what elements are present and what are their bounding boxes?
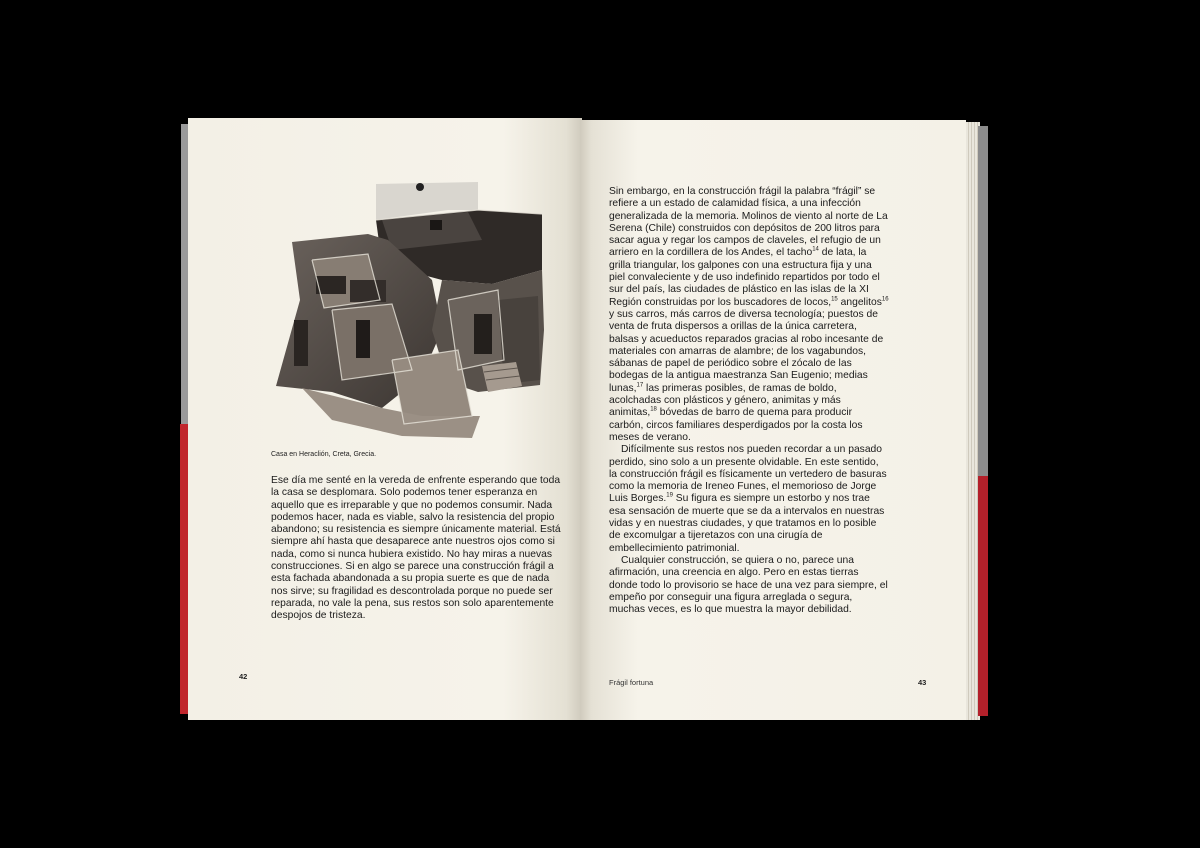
footnote-ref: 17 [636, 382, 644, 389]
photo-caption: Casa en Heraclión, Creta, Grecia. [271, 451, 377, 458]
page-number-right: 43 [918, 678, 927, 687]
paragraph-1: Sin embargo, en la construcción frágil la palabra “frágil” se refiere a un estado de calamidad física, a una infección generalizada de la memoria. Molinos de viento al norte de La Serena (Chile) construidos con depósitos de 200 litros para sacar agua y regar los campos de claveles, el refugio de un arriero en la cordillera de los Andes, el tacho$^{14}$ de lata, la grilla triangular, los galpones con una estructura fija y una piel convaleciente y de uso indefinido repartidos por todo el sur del país, las ciudades de plástico en las islas de la XI Región construidas por los buscadores de locos,$^{15}$ angelitos$^{16}$ y sus carros, más carros de diversa tecnología; puestos de venta de fruta dispersos a orillas de la única carretera, balsas y acueductos reparados gracias al robo incesante de materiales con amarras de alambre; de los vagabundos, sábanas de papel de periódico sobre el zócalo de las bodegas de la antigua maestranza San Eugenio; medias lunas,$^{17}$ las primeras posibles, de ramas de boldo, acolchadas con plásticos y género, animitas y más animitas,$^{18}$ bóvedas de barro de quema para producir carbón, circos familiares desperdigados por la costa los meses de verano. [609, 186, 889, 443]
book-edge-red-right [978, 476, 988, 716]
footnote-ref: 15 [831, 296, 838, 303]
paragraph: Ese día me senté en la vereda de enfrente esperando que toda la casa se desplomara. Solo podemos tener esperanza en aquello que es irreparable y que no podemos consumir. Nada podemos hacer, nada es viable, salvo la resistencia del propio abandono; su resistencia es siempre únicamente material. Está siempre ahí hasta que desaparece ante nuestros ojos como si nada, como si nunca hubiera existido. No hay miras a nuevas construcciones. Si en algo se parece una construcción frágil a esta fachada abandonada a su propia suerte es que de nada nos sirve; su fragilidad es descontrolada porque no puede ser reparada, no vale la pena, sus restos son solo aparentemente despojos de tristeza. [271, 475, 561, 622]
right-body-text [609, 186, 889, 616]
page-number-left: 42 [239, 672, 248, 681]
paragraph-2: Difícilmente sus restos nos pueden recordar a un pasado perdido, sino solo a un presente olvidable. En este sentido, la construcción frágil es físicamente un vertedero de basuras como la memoria de Ireneo Funes, el memorioso de Jorge Luis Borges.$^{19}$ Su figura es siempre un estorbo y nos trae esa sensación de muerte que se da a intervalos en nuestras vidas y en nuestras ciudades, y que tratamos en lo posible de excomulgar a tijeretazos con una cirugía de embellecimiento patrimonial. [609, 444, 887, 554]
book-edge-grey-right [978, 126, 988, 476]
footnote-ref: 18 [650, 406, 657, 413]
left-body-text [271, 475, 561, 623]
running-title: Frágil fortuna [609, 678, 654, 687]
footnote-ref: 16 [881, 296, 889, 303]
footnote-ref: 19 [666, 493, 673, 499]
footnote-ref: 14 [812, 247, 819, 254]
house-photo-collage [272, 180, 558, 442]
paragraph-3: Cualquier construcción, se quiera o no, parece una afirmación, una creencia en algo. Pero en estas tierras donde todo lo provisorio se hace de una vez para siempre, el empeño por conseguir una figura arreglada o segura, muchas veces, es lo que muestra la mayor debilidad. [609, 554, 888, 616]
